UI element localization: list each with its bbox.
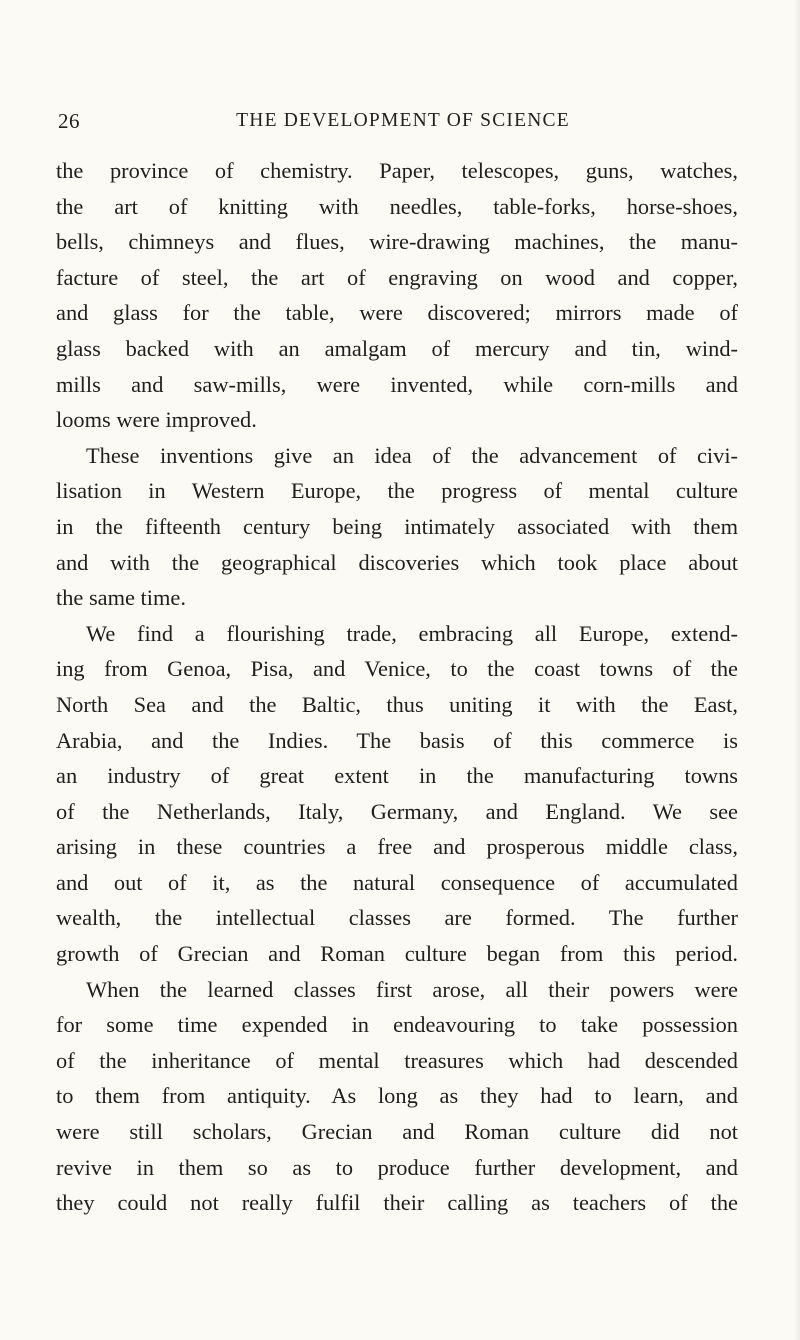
text-line: glass backed with an amalgam of mercury and tin, wind- — [56, 335, 738, 361]
text-line: revive in them so as to produce further development, and — [56, 1154, 738, 1180]
text-line: looms were improved. — [56, 407, 257, 433]
text-line: the province of chemistry. Paper, telescopes, guns, watches, — [56, 158, 738, 183]
body-text — [56, 153, 738, 1221]
text-line: We find a flourishing trade, embracing all Europe, extend- — [86, 620, 738, 646]
text-line: an industry of great extent in the manufacturing towns — [56, 763, 738, 789]
text-line: for some time expended in endeavouring to take possession — [56, 1012, 738, 1038]
text-line: bells, chimneys and flues, wire-drawing machines, the manu- — [56, 229, 738, 255]
text-line: ing from Genoa, Pisa, and Venice, to the coast towns of the — [56, 656, 738, 682]
text-line: These inventions give an idea of the advancement of civi- — [86, 442, 738, 468]
text-line: they could not really fulfil their calling as teachers of the — [56, 1190, 738, 1216]
text-line: and out of it, as the natural consequence of accumulated — [56, 869, 738, 895]
text-line: of the Netherlands, Italy, Germany, and England. We see — [56, 798, 738, 824]
page-header — [58, 105, 738, 137]
text-line: facture of steel, the art of engraving on wood and copper, — [56, 264, 738, 290]
text-line: the same time. — [56, 585, 186, 611]
text-line: wealth, the intellectual classes are formed. The further — [56, 905, 738, 931]
page-number: 26 — [58, 109, 80, 133]
text-line: arising in these countries a free and prosperous middle class, — [56, 834, 738, 860]
text-line: growth of Grecian and Roman culture began from this period. — [56, 941, 738, 967]
page-edge-shadow — [794, 0, 800, 1340]
text-line: Arabia, and the Indies. The basis of this commerce is — [56, 727, 738, 753]
text-line: mills and saw-mills, were invented, while corn-mills and — [56, 371, 738, 397]
text-line: in the fifteenth century being intimately associated with them — [56, 513, 738, 539]
running-title: THE DEVELOPMENT OF SCIENCE — [236, 110, 570, 131]
text-line: lisation in Western Europe, the progress of mental culture — [56, 478, 738, 504]
text-line: to them from antiquity. As long as they had to learn, and — [56, 1083, 738, 1109]
text-line: When the learned classes first arose, all their powers were — [86, 976, 738, 1002]
text-line: the art of knitting with needles, table-forks, horse-shoes, — [56, 193, 738, 219]
text-line: and glass for the table, were discovered; mirrors made of — [56, 300, 738, 326]
text-line: of the inheritance of mental treasures which had descended — [56, 1047, 738, 1073]
text-line: and with the geographical discoveries which took place about — [56, 549, 738, 575]
text-line: were still scholars, Grecian and Roman culture did not — [56, 1119, 738, 1145]
text-line: North Sea and the Baltic, thus uniting it with the East, — [56, 691, 738, 717]
